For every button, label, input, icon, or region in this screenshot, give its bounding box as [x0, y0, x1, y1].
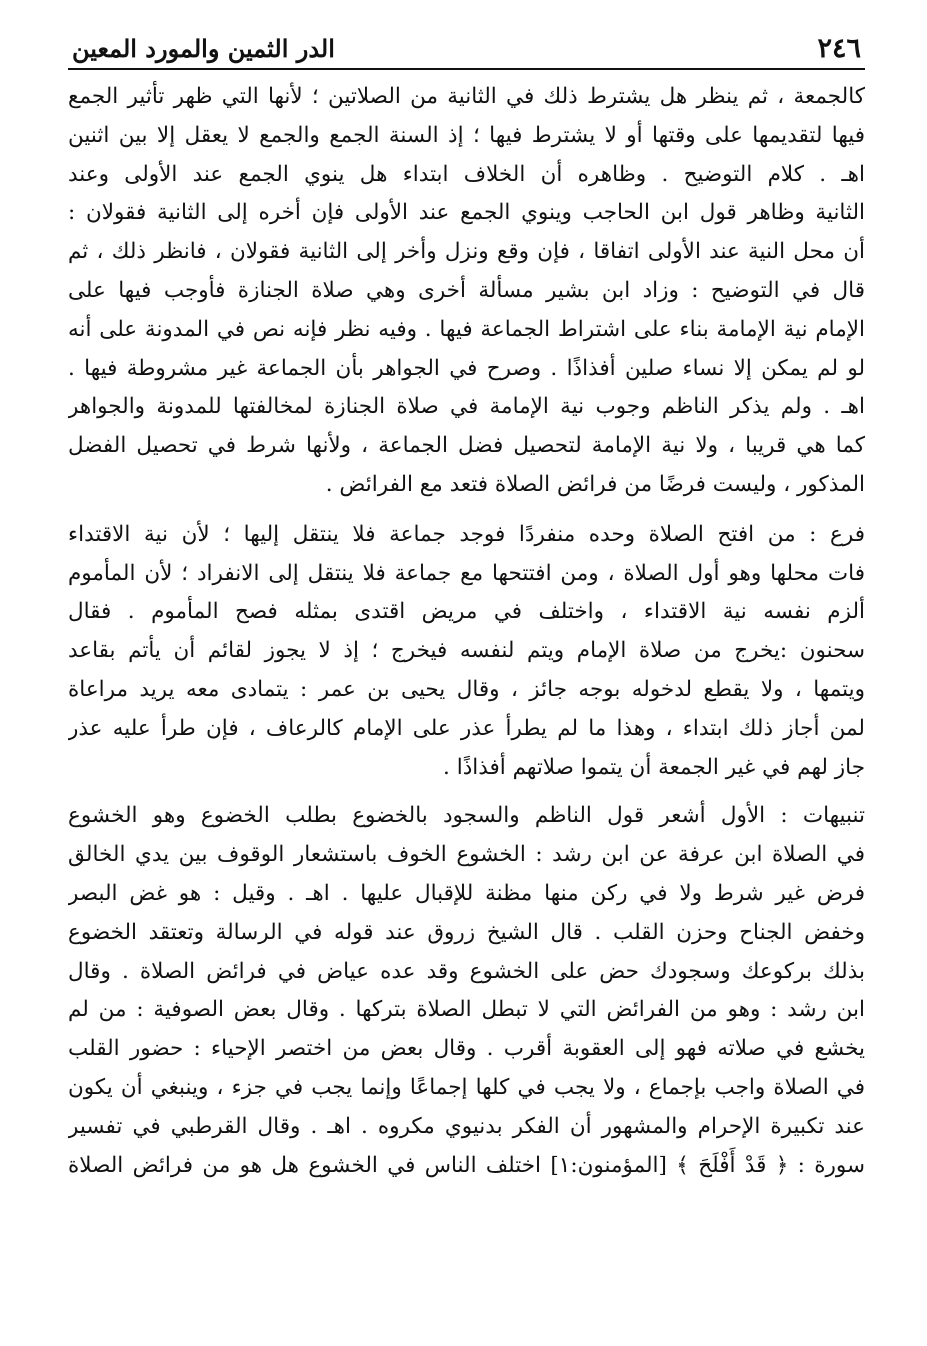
text-line: فرض غير شرط ولا في ركن منها مظنة للإقبال عليها . اهـ . وقيل : هو غض البصر: [68, 880, 865, 906]
text-line: في الصلاة واجب بإجماع ، ولا يجب في كلها إجماعًا وإنما يجب في جزء ، وينبغي أن يكون: [68, 1074, 865, 1100]
running-header: [68, 30, 865, 70]
text-line: ألزم نفسه نية الاقتداء ، واختلف في مريض اقتدى بمثله فصح المأموم . فقال: [68, 599, 865, 625]
text-line: جاز لهم في غير الجمعة أن يتموا صلاتهم أفذاذًا .: [443, 754, 865, 780]
text-line: سورة : ﴿ قَدْ أَفْلَحَ ﴾ [المؤمنون:١] اختلف الناس في الخشوع هل هو من فرائض الصلاة: [68, 1152, 865, 1178]
paragraph-tanbihat: [68, 797, 865, 1185]
paragraph-gap: [68, 505, 865, 516]
text-line: اهـ . كلام التوضيح . وظاهره أن الخلاف ابتداء هل ينوي الجمع عند الأولى وعند: [68, 161, 865, 187]
paragraph-far: [68, 516, 865, 788]
text-line: عند تكبيرة الإحرام والمشهور أن الفكر بدنيوي مكروه . اهـ . وقال القرطبي في تفسير: [68, 1113, 865, 1139]
text-line: كالجمعة ، ثم ينظر هل يشترط ذلك في الثانية من الصلاتين ؛ لأنها التي ظهر تأثير الجمع: [68, 84, 865, 109]
page-number: ٢٤٦: [817, 33, 861, 64]
text-line: ويتمها ، ولا يقطع لدخوله بوجه جائز ، وقال يحيى بن عمر : يتمادى معه يريد مراعاة: [68, 676, 865, 702]
text-line: كما هي قريبا ، ولا نية الإمامة لتحصيل فضل الجماعة ، ولأنها شرط في تحصيل الفضل: [68, 433, 865, 459]
text-line: الإمام نية الإمامة بناء على اشتراط الجماعة فيها . وفيه نظر فإنه نص في المدونة على أنه: [68, 316, 865, 342]
text-line: المذكور ، وليست فرضًا من فرائض الصلاة فتعد مع الفرائض .: [325, 471, 865, 497]
text-line: في الصلاة ابن عرفة عن ابن رشد : الخشوع الخوف باستشعار الوقوف بين يدي الخالق: [68, 842, 865, 868]
text-line: قال في التوضيح : وزاد ابن بشير مسألة أخرى وهي صلاة الجنازة فأوجب فيها على: [68, 277, 865, 303]
text-line: سحنون :يخرج من صلاة الإمام ويتم لنفسه فيخرج ؛ إذ لا يجوز لقائم أن يأتم بقاعد: [68, 638, 865, 664]
text-line: وخفض الجناح وحزن القلب . قال الشيخ زروق عند قوله في الرسالة وتعتقد الخضوع: [68, 919, 865, 945]
text-line: أن محل النية عند الأولى اتفاقا ، فإن وقع ونزل وأخر إلى الثانية فقولان ، فانظر ذلك ، ثم: [68, 239, 865, 265]
text-line: اهـ . ولم يذكر الناظم وجوب نية الإمامة في صلاة الجنازة لمخالفتها للمدونة والجواهر: [68, 394, 865, 420]
text-line: فرع : من افتح الصلاة وحده منفردًا فوجد جماعة فلا ينتقل إليها ؛ لأن نية الاقتداء: [68, 521, 865, 547]
text-line: ابن رشد : وهو من الفرائض التي لا تبطل الصلاة بتركها . وقال بعض الصوفية : من لم: [68, 997, 865, 1023]
paragraph-jumua: [68, 78, 865, 505]
text-line: تنبيهات : الأول أشعر قول الناظم والسجود بالخضوع بطلب الخضوع وهو الخشوع: [68, 803, 865, 829]
page-body: [68, 78, 865, 1185]
text-line: فات محلها وهو أول الصلاة ، ومن افتتحها مع جماعة فلا ينتقل إلى الانفراد ؛ لأن المأموم: [68, 560, 865, 586]
text-line: يخشع في صلاته فهو إلى العقوبة أقرب . وقال بعض من اختصر الإحياء : حضور القلب: [68, 1036, 865, 1062]
text-line: لمن أجاز ذلك ابتداء ، وهذا ما لم يطرأ عذر على الإمام كالرعاف ، فإن طرأ عليه عذر: [68, 715, 865, 741]
text-line: لو لم يمكن إلا نساء صلين أفذاذًا . وصرح في الجواهر بأن الجماعة غير مشروطة فيها .: [68, 355, 865, 381]
text-line: فيها لتقديمها على وقتها أو لا يشترط فيها ؛ إذ السنة الجمع والجمع لا يعقل إلا بين اثنين: [68, 122, 865, 148]
book-title: الدر الثمين والمورد المعين: [72, 34, 335, 63]
paragraph-gap: [68, 787, 865, 797]
text-line: الثانية وظاهر قول ابن الحاجب وينوي الجمع عند الأولى فإن أخره إلى الثانية فقولان :: [68, 200, 865, 226]
text-line: بذلك بركوعك وسجودك حض على الخشوع وقد عده عياض في فرائض الصلاة . وقال: [68, 958, 865, 984]
